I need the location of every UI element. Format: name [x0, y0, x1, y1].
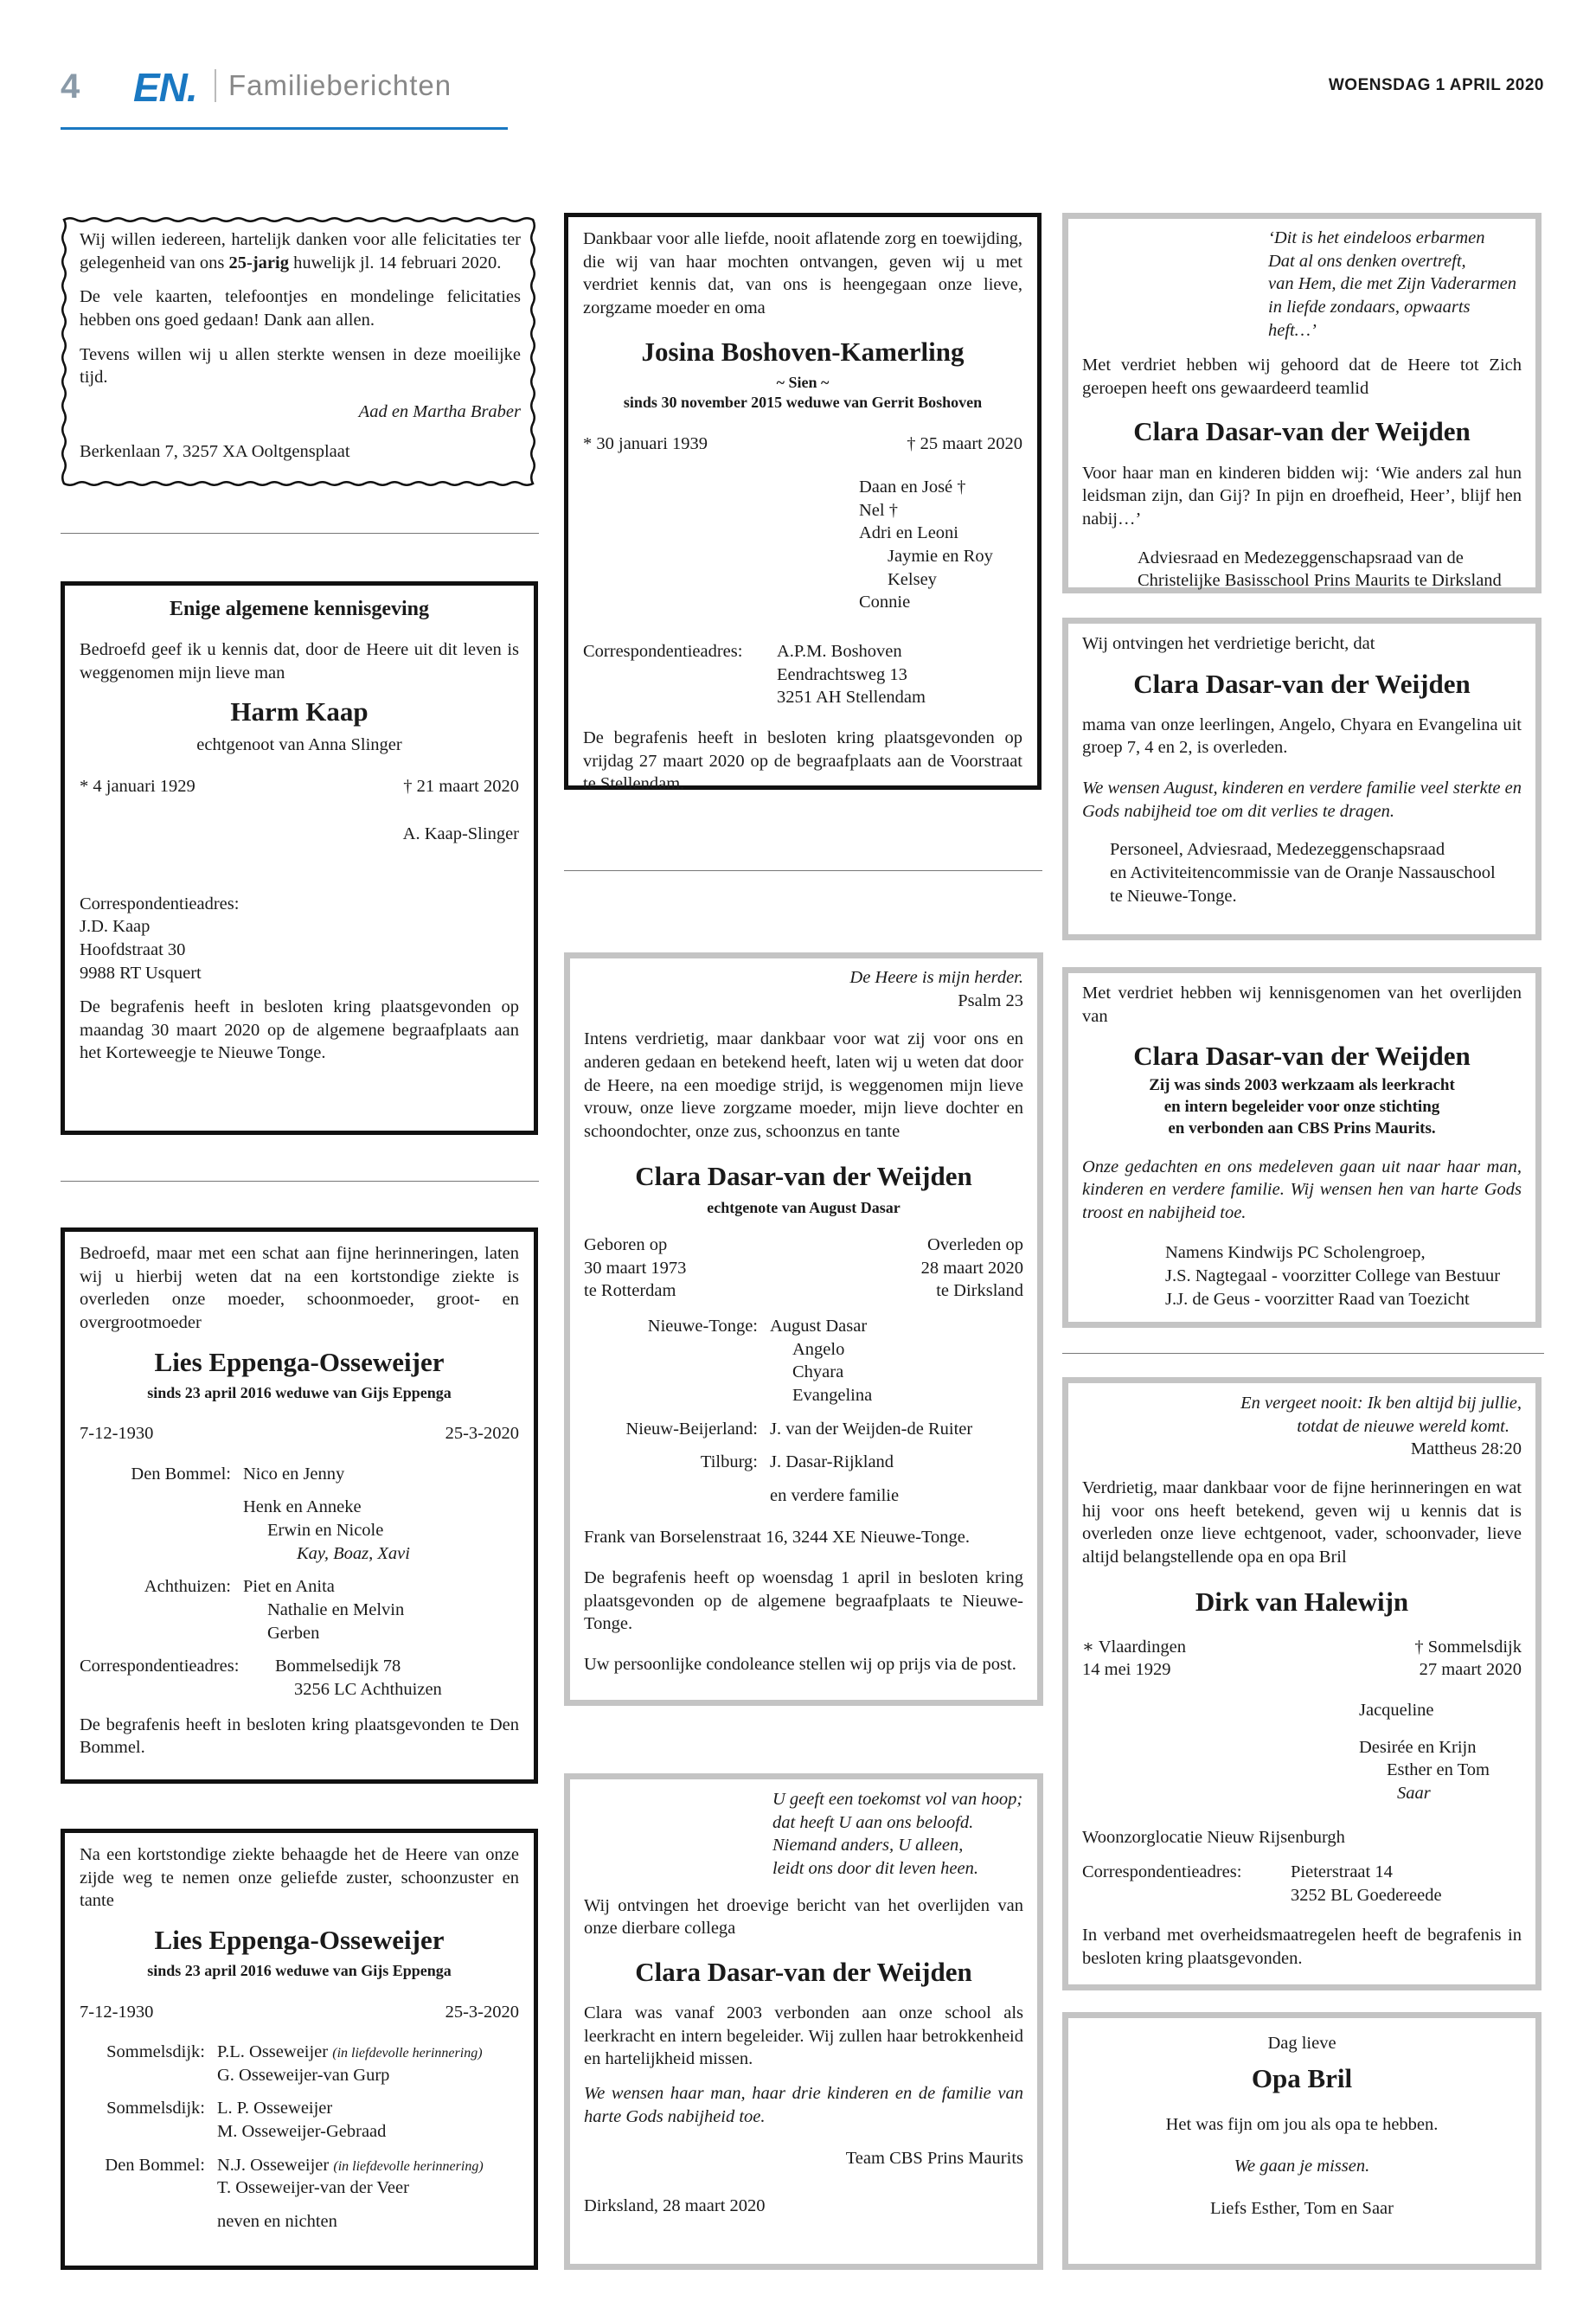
bible-quote: De Heere is mijn herder. — [849, 968, 1023, 987]
family-group: Henk en Anneke Erwin en Nicole Kay, Boaz, Xavi — [243, 1497, 410, 1563]
notice-signature: A. Kaap-Slinger — [402, 824, 519, 843]
deceased-subtitle: echtgenoot van Anna Slinger — [196, 734, 402, 754]
header-underline — [61, 127, 508, 130]
notice-title: Enige algemene kennisgeving — [169, 598, 429, 620]
deceased-name: Harm Kaap — [230, 696, 369, 727]
separator — [1062, 1353, 1544, 1354]
opa-bril-notice — [1062, 2012, 1542, 2270]
notice-signature: Team CBS Prins Maurits — [845, 2149, 1023, 2169]
notice-wish: We wensen August, kinderen en verdere familie veel sterkte en Gods nabijheid toe om dit verlies te dragen. — [1082, 779, 1522, 821]
newspaper-logo[interactable]: EN. — [133, 65, 197, 110]
death-date: 25-3-2020 — [445, 2002, 519, 2022]
family-group: Nieuwe-Tonge: August Dasar Angelo Chyara Evangelina — [647, 1316, 873, 1405]
thanks-para-2: De vele kaarten, telefoontjes en mondelinge felicitaties hebben ons goed gedaan! Dank aan allen. — [80, 287, 521, 330]
family-closing: en verdere familie — [770, 1485, 900, 1505]
deceased-name: Lies Eppenga-Osseweijer — [154, 1346, 445, 1377]
dirk-notice — [1062, 1377, 1542, 1990]
family-group: Sommelsdijk: L. P. Osseweijer M. Osseweijer-Gebraad — [106, 2099, 387, 2142]
deceased-name: Opa Bril — [1251, 2062, 1353, 2093]
deceased-name: Clara Dasar-van der Weijden — [635, 1161, 972, 1192]
thanks-address: Berkenlaan 7, 3257 XA Ooltgensplaat — [80, 442, 350, 462]
birth-date: 7-12-1930 — [80, 1424, 154, 1444]
death-info: Overleden op 28 maart 2020 te Dirksland — [920, 1235, 1023, 1301]
thanks-para-3: Tevens willen wij u allen sterkte wensen in deze moeilijke tijd. — [80, 344, 521, 388]
notice-intro: Bedroefd, maar met een schat aan fijne herinneringen, laten wij u hierbij weten dat na een kortstondige ziekte is overleden onze moeder, schoonmoeder, groot- en overgrootmoeder — [80, 1244, 519, 1332]
deceased-name: Clara Dasar-van der Weijden — [1133, 416, 1471, 447]
deceased-name: Clara Dasar-van der Weijden — [635, 1956, 972, 1987]
death-date: † 25 maart 2020 — [907, 433, 1022, 453]
family-group: Tilburg: J. Dasar-Rijkland — [700, 1452, 894, 1472]
life-dates — [584, 1234, 1023, 1303]
lies-family-notice — [61, 1227, 538, 1784]
family-group: Den Bommel: Nico en Jenny — [131, 1464, 345, 1484]
thanks-para-1: Wij willen iedereen, hartelijk danken voor alle felicitaties ter gelegenheid van ons 25-jarig huwelijk jl. 14 februari 2020. — [80, 230, 521, 272]
bible-quote: En vergeet nooit: Ik ben altijd bij jullie, totdat de nieuwe wereld komt. Mattheus 28:20 — [1240, 1394, 1522, 1459]
correspondence-address: Correspondentieadres: A.P.M. Boshoven Eendrachtsweg 13 3251 AH Stellendam — [583, 642, 926, 708]
family-group: Desirée en Krijn Esther en Tom Saar — [1359, 1737, 1490, 1803]
notice-signature: Personeel, Adviesraad, Medezeggenschapsraad en Activiteitencommissie van de Oranje Nassauschool te Nieuwe-Tonge. — [1110, 840, 1496, 906]
funeral-info: De begrafenis heeft in besloten kring plaatsgevonden op maandag 30 maart 2020 op de algemene begraafplaats aan het Korteweegje te Nieuwe Tonge. — [80, 997, 519, 1063]
funeral-info: In verband met overheidsmaatregelen heeft de begrafenis in besloten kring plaatsgevonden. — [1082, 1926, 1522, 1969]
home-address: Frank van Borselenstraat 16, 3244 XE Nieuwe-Tonge. — [584, 1528, 971, 1548]
deceased-subtitle: sinds 23 april 2016 weduwe van Gijs Eppenga — [147, 1383, 452, 1401]
greeting: Dag lieve — [1267, 2034, 1336, 2053]
page-header — [61, 67, 1544, 116]
birth-info: ∗ Vlaardingen 14 mei 1929 — [1082, 1637, 1187, 1680]
thanks-signature: Aad en Martha Braber — [358, 401, 521, 421]
notice-intro: Verdrietig, maar dankbaar voor de fijne herinneringen en wat hij voor ons heeft betekend, geven wij u kennis dat is overleden onze lieve echtgenoot, vader, schoonvader, lieve altijd belangstellende opa en opa Bril — [1082, 1477, 1522, 1567]
death-date: 25-3-2020 — [445, 1424, 519, 1444]
page-number: 4 — [61, 67, 80, 106]
funeral-info: De begrafenis heeft op woensdag 1 april in besloten kring plaatsgevonden op de algemene begraafplaats te Nieuwe-Tonge. — [584, 1568, 1023, 1634]
notice-body: mama van onze leerlingen, Angelo, Chyara en Evangelina uit groep 7, 4 en 2, is overleden. — [1082, 715, 1522, 758]
notice-wish: We wensen haar man, haar drie kinderen en de familie van harte Gods nabijheid toe. — [584, 2083, 1023, 2126]
deceased-subtitle: sinds 23 april 2016 weduwe van Gijs Eppenga — [147, 1962, 452, 1980]
family-list: Daan en José † Nel † Adri en Leoni Jaymie en Roy Kelsey Connie — [859, 478, 993, 612]
correspondence-address: Correspondentieadres: Bommelsedijk 78 3256 LC Achthuizen — [80, 1657, 442, 1699]
clara-oranje-notice — [1062, 618, 1542, 940]
funeral-info: De begrafenis heeft in besloten kring plaatsgevonden te Den Bommel. — [80, 1715, 519, 1758]
notice-intro: Wij ontvingen het droevige bericht van het overlijden van onze dierbare collega — [584, 1895, 1023, 1939]
clara-kindwijs-notice — [1062, 967, 1542, 1328]
death-date: † 21 maart 2020 — [403, 777, 519, 797]
family-group: Den Bommel: N.J. Osseweijer (in liefdevolle herinnering) T. Osseweijer-van der Veer — [105, 2155, 484, 2198]
separator — [564, 870, 1042, 871]
family-group: Nieuw-Beijerland: J. van der Weijden-de Ruiter — [625, 1419, 973, 1439]
deceased-name: Clara Dasar-van der Weijden — [1133, 1041, 1471, 1072]
correspondence-address: Correspondentieadres: Pieterstraat 14 3252 BL Goedereede — [1082, 1862, 1442, 1905]
clara-team-notice — [1062, 213, 1542, 593]
section-title: Familieberichten — [215, 69, 452, 102]
family-member: Jacqueline — [1359, 1700, 1434, 1720]
deceased-nickname: ~ Sien ~ — [776, 373, 830, 391]
funeral-info: De begrafenis heeft in besloten kring plaatsgevonden op vrijdag 27 maart 2020 op de begraafplaats aan de Voorstraat te Stellendam. — [583, 727, 1022, 794]
clara-colleague-notice — [564, 1773, 1043, 2270]
deceased-name: Josina Boshoven-Kamerling — [641, 336, 965, 367]
message-line: We gaan je missen. — [1234, 2157, 1370, 2176]
notice-signature: Liefs Esther, Tom en Saar — [1210, 2199, 1394, 2219]
issue-date: WOENSDAG 1 APRIL 2020 — [1328, 76, 1544, 94]
notice-intro: Na een kortstondige ziekte behaagde het de Heere van onze zijde weg te nemen onze geliefde zuster, schoonzuster en tante — [80, 1845, 519, 1911]
deceased-name: Clara Dasar-van der Weijden — [1133, 668, 1471, 699]
birth-date: * 30 januari 1939 — [583, 433, 708, 453]
birth-date: 7-12-1930 — [80, 2002, 154, 2022]
notice-intro: Intens verdrietig, maar dankbaar voor wat zij voor ons en anderen gedaan en betekend heeft, laten wij u weten dat door de Heere, na een moedige strijd, is weggenomen mijn lieve vrouw, onze lieve zorgzame moeder, mijn lieve dochter en schoondochter, onze zus, schoonzus en tante — [584, 1029, 1023, 1141]
life-dates — [80, 2001, 519, 2024]
condolence-note: Uw persoonlijke condoleance stellen wij op prijs via de post. — [584, 1655, 1016, 1675]
clara-family-notice — [564, 952, 1043, 1706]
poem: U geeft een toekomst vol van hoop; dat heeft U aan ons beloofd. Niemand anders, U alleen, leidt ons door dit leven heen. — [772, 1790, 1023, 1878]
life-dates — [80, 1422, 519, 1445]
separator — [61, 533, 539, 534]
birth-info: Geboren op 30 maart 1973 te Rotterdam — [584, 1235, 687, 1301]
lies-siblings-notice — [61, 1829, 538, 2270]
notice-body: Clara was vanaf 2003 verbonden aan onze school als leerkracht en intern begeleider. Wij zullen haar betrokkenheid en hartelijkheid missen. — [584, 2003, 1023, 2069]
deceased-subtitle: echtgenote van August Dasar — [707, 1198, 901, 1216]
residence: Woonzorglocatie Nieuw Rijsenburgh — [1082, 1827, 1345, 1847]
poem: ‘Dit is het eindeloos erbarmen Dat al ons denken overtreft, van Hem, die met Zijn Vaderarmen in liefde zondaars, opwaarts heft…’ — [1268, 228, 1516, 340]
notice-intro: Wij ontvingen het verdrietige bericht, dat — [1082, 634, 1375, 653]
life-dates — [1082, 1636, 1522, 1682]
correspondence-address: Correspondentieadres: J.D. Kaap Hoofdstraat 30 9988 RT Usquert — [80, 894, 240, 983]
notice-intro: Bedroefd geef ik u kennis dat, door de Heere uit dit leven is weggenomen mijn lieve man — [80, 640, 519, 683]
josina-notice — [564, 213, 1042, 794]
notice-signature: Namens Kindwijs PC Scholengroep, J.S. Nagtegaal - voorzitter College van Bestuur J.J. de Geus - voorzitter Raad van Toezicht — [1165, 1243, 1501, 1309]
notice-signature: Adviesraad en Medezeggenschapsraad van de Christelijke Basisschool Prins Maurits te Dirksland — [1138, 548, 1502, 591]
thanks-notice — [61, 216, 536, 487]
separator — [61, 1181, 539, 1182]
family-closing: neven en nichten — [217, 2211, 337, 2231]
family-group: Achthuizen: Piet en Anita Nathalie en Melvin Gerben — [144, 1577, 405, 1643]
birth-date: * 4 januari 1929 — [80, 777, 195, 797]
notice-intro: Met verdriet hebben wij kennisgenomen van het overlijden van — [1082, 984, 1522, 1026]
family-group: Sommelsdijk: P.L. Osseweijer (in liefdevolle herinnering) G. Osseweijer-van Gurp — [106, 2042, 483, 2085]
bible-reference: Psalm 23 — [958, 990, 1023, 1010]
place-date: Dirksland, 28 maart 2020 — [584, 2195, 766, 2215]
notice-body: Voor haar man en kinderen bidden wij: ‘Wie anders zal hun leidsman zijn, dan Gij? In pijn en droefheid, Heer’, blijf hen nabij…’ — [1082, 463, 1522, 529]
notice-intro: Met verdriet hebben wij gehoord dat de Heere tot Zich geroepen heeft ons gewaardeerd teamlid — [1082, 356, 1522, 398]
kaap-notice — [61, 581, 538, 1135]
career-lines: Zij was sinds 2003 werkzaam als leerkracht en intern begeleider voor onze stichting en verbonden aan CBS Prins Maurits. — [1149, 1076, 1455, 1138]
life-dates — [80, 775, 519, 798]
death-info: † Sommelsdijk 27 maart 2020 — [1414, 1637, 1522, 1680]
notice-wish: Onze gedachten en ons medeleven gaan uit naar haar man, kinderen en verdere familie. Wij wensen hen van harte Gods troost en nabijheid toe. — [1082, 1157, 1522, 1222]
deceased-subtitle: sinds 30 november 2015 weduwe van Gerrit Boshoven — [623, 394, 983, 412]
deceased-name: Lies Eppenga-Osseweijer — [154, 1924, 445, 1955]
message-line: Het was fijn om jou als opa te hebben. — [1165, 2114, 1439, 2134]
deceased-name: Dirk van Halewijn — [1195, 1586, 1409, 1618]
notice-intro: Dankbaar voor alle liefde, nooit aflatende zorg en toewijding, die wij van haar mochten ontvangen, geven wij u met verdriet kennis dat, van ons is heengegaan onze lieve, zorgzame moeder en oma — [583, 229, 1022, 317]
life-dates — [583, 433, 1022, 456]
